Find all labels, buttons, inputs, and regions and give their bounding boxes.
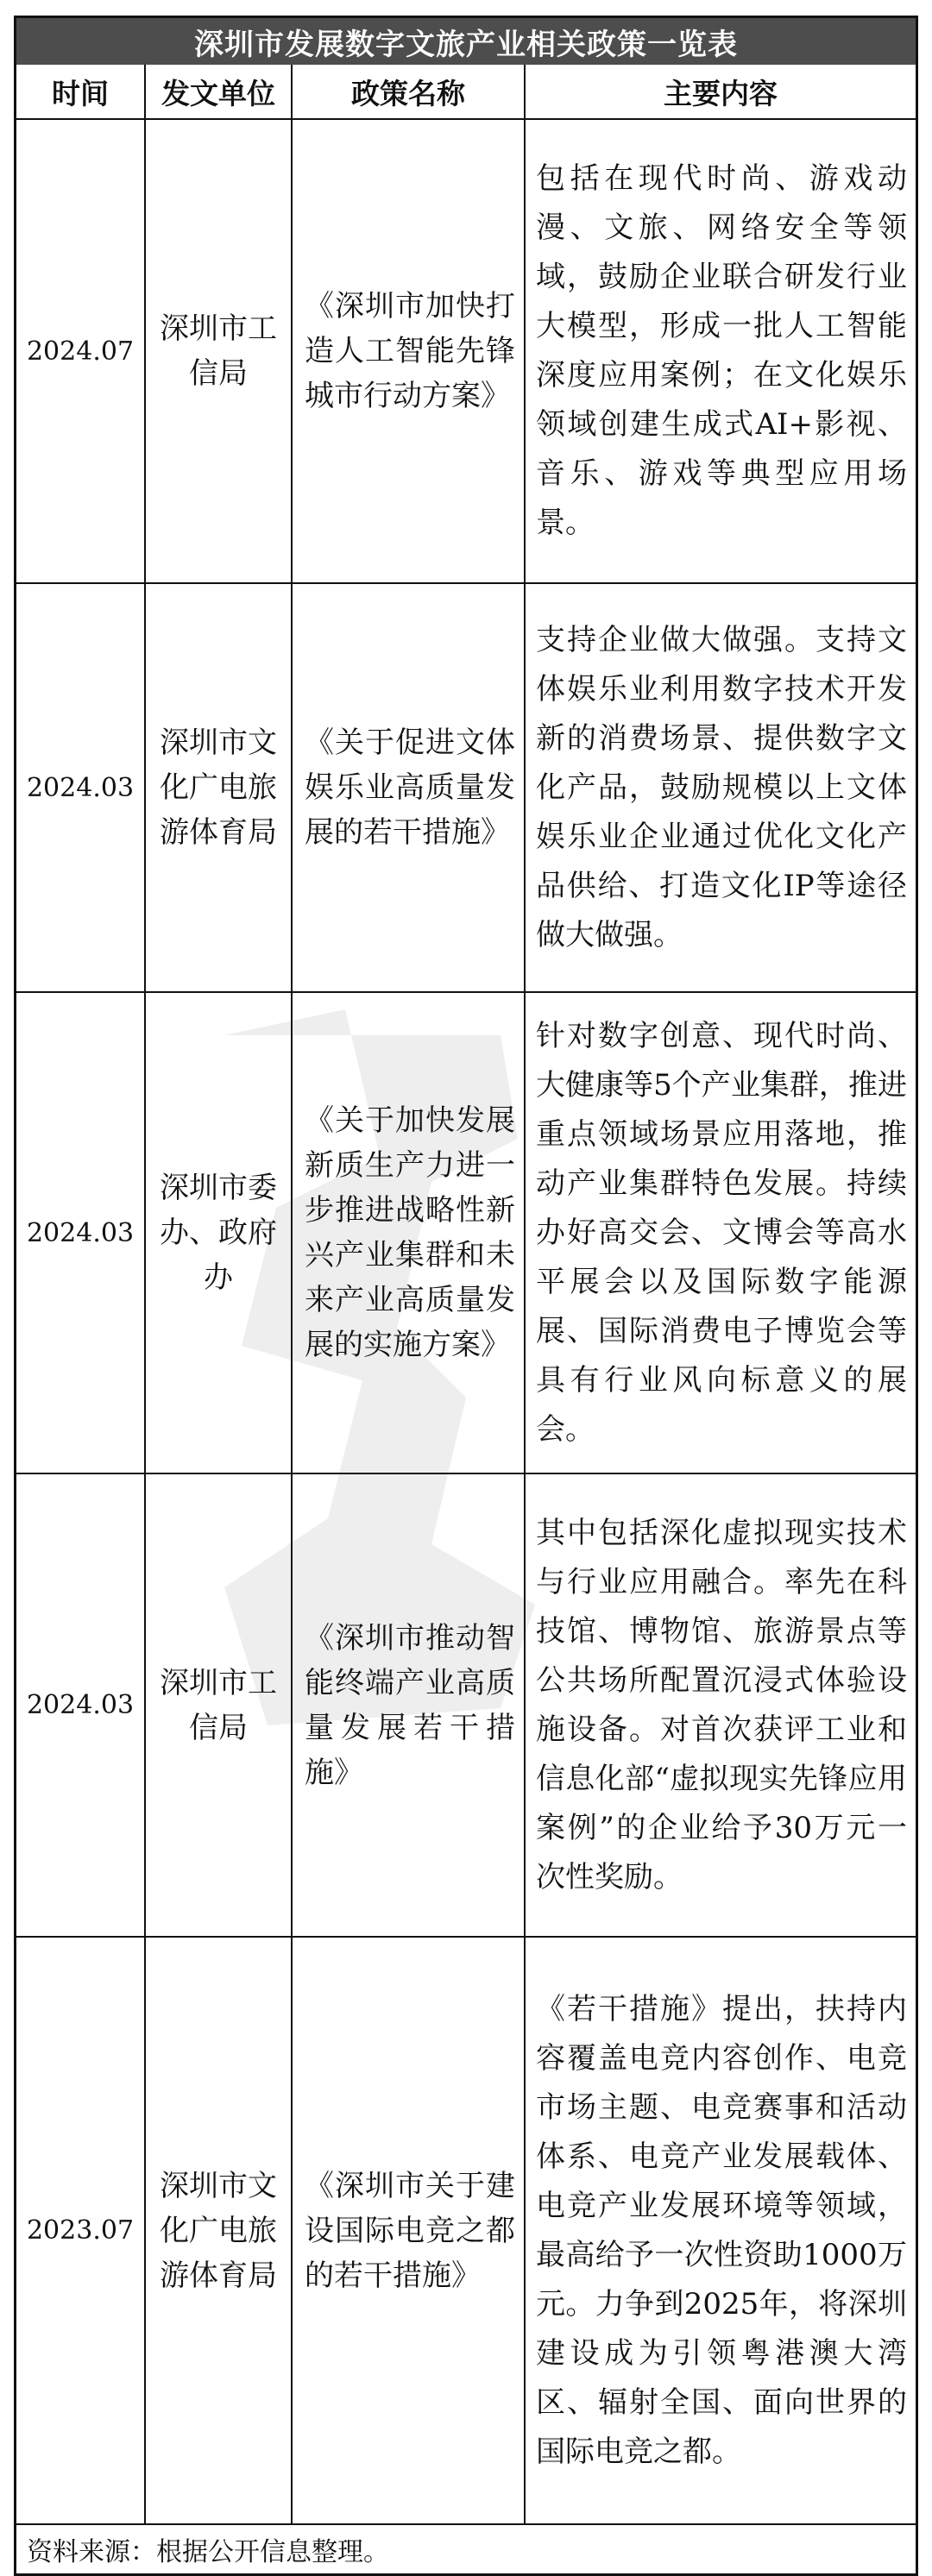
table-title: 深圳市发展数字文旅产业相关政策一览表 [16, 18, 916, 65]
row-policy-name: 《深圳市加快打造人工智能先锋城市行动方案》 [292, 119, 525, 583]
table-row [16, 583, 916, 992]
row-unit: 深圳市文化广电旅游体育局 [145, 583, 292, 992]
row-policy-name: 《深圳市推动智能终端产业高质量发展若干措施》 [292, 1473, 525, 1937]
table-row [16, 1937, 916, 2523]
row-unit: 深圳市文化广电旅游体育局 [145, 1937, 292, 2523]
policy-table-container [14, 16, 918, 2576]
row-content: 《若干措施》提出，扶持内容覆盖电竞内容创作、电竞市场主题、电竞赛事和活动体系、电竞产业发展载体、电竞产业发展环境等领域，最高给予一次性资助1000万元。力争到2025年，将深圳建设成为引领粤港澳大湾区、辐射全国、面向世界的国际电竞之都。 [525, 1937, 916, 2523]
source-note: 资料来源：根据公开信息整理。 [16, 2523, 916, 2573]
row-policy-name: 《关于加快发展新质生产力进一步推进战略性新兴产业集群和未来产业高质量发展的实施方案》 [292, 992, 525, 1473]
table-row [16, 1473, 916, 1937]
row-date: 2023.07 [16, 1937, 145, 2523]
row-unit: 深圳市委办、政府办 [145, 992, 292, 1473]
header-date: 时间 [16, 65, 145, 119]
row-unit: 深圳市工信局 [145, 119, 292, 583]
header-content: 主要内容 [525, 65, 916, 119]
row-content: 支持企业做大做强。支持文体娱乐业利用数字技术开发新的消费场景、提供数字文化产品，鼓励规模以上文体娱乐业企业通过优化文化产品供给、打造文化IP等途径做大做强。 [525, 583, 916, 992]
row-content: 其中包括深化虚拟现实技术与行业应用融合。率先在科技馆、博物馆、旅游景点等公共场所配置沉浸式体验设施设备。对首次获评工业和信息化部“虚拟现实先锋应用案例”的企业给予30万元一次性奖励。 [525, 1473, 916, 1937]
table-row [16, 992, 916, 1473]
row-unit: 深圳市工信局 [145, 1473, 292, 1937]
row-policy-name: 《深圳市关于建设国际电竞之都的若干措施》 [292, 1937, 525, 2523]
row-date: 2024.03 [16, 992, 145, 1473]
row-date: 2024.03 [16, 583, 145, 992]
row-date: 2024.07 [26, 336, 135, 367]
row-content: 针对数字创意、现代时尚、大健康等5个产业集群，推进重点领域场景应用落地，推动产业集群特色发展。持续办好高交会、文博会等高水平展会以及国际数字能源展、国际消费电子博览会等具有行业风向标意义的展会。 [525, 992, 916, 1473]
header-row [16, 65, 916, 119]
table-row [16, 119, 916, 583]
row-policy-name: 《关于促进文体娱乐业高质量发展的若干措施》 [292, 583, 525, 992]
row-content: 包括在现代时尚、游戏动漫、文旅、网络安全等领域，鼓励企业联合研发行业大模型，形成一批人工智能深度应用案例；在文化娱乐领域创建生成式AI+影视、音乐、游戏等典型应用场景。 [525, 119, 916, 583]
policy-table-frame [14, 16, 918, 2576]
row-date: 2024.03 [16, 1473, 145, 1937]
header-unit: 发文单位 [145, 65, 292, 119]
policy-table [16, 65, 916, 2523]
header-policy-name: 政策名称 [292, 65, 525, 119]
